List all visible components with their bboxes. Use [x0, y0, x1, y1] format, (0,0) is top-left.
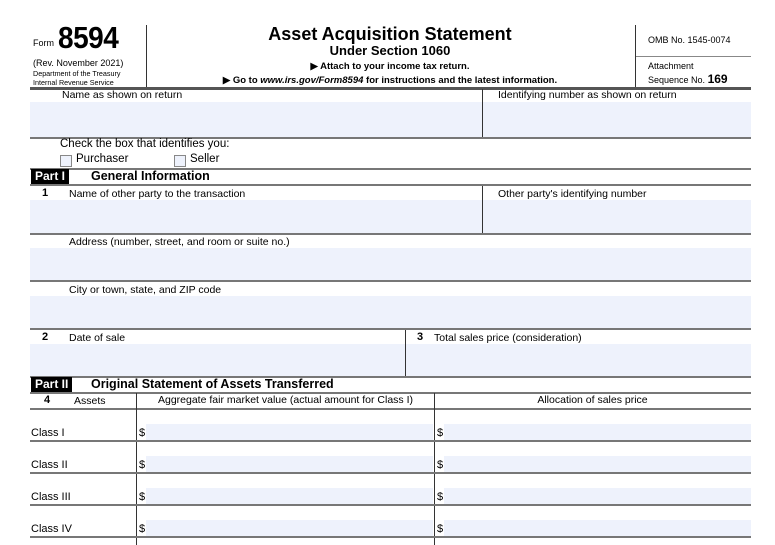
other-party-name-label: Name of other party to the transaction: [69, 188, 246, 200]
form-number: 8594: [58, 21, 119, 55]
asset-class-label: Class III: [31, 491, 71, 503]
assets-col-divider: [136, 393, 137, 545]
row-rule: [30, 536, 751, 538]
sequence-number: 169: [707, 72, 728, 86]
form-title: Asset Acquisition Statement: [268, 24, 512, 44]
sequence-label: Sequence No.: [648, 75, 706, 85]
allocation-input[interactable]: [444, 520, 751, 536]
goto-prefix: ▶ Go to: [222, 75, 261, 86]
omb-divider: [636, 56, 751, 57]
row-rule: [30, 504, 751, 506]
dollar-sign: $: [437, 523, 444, 535]
fmv-input[interactable]: [146, 456, 433, 472]
dollar-sign: $: [437, 459, 444, 471]
name-input[interactable]: [30, 102, 482, 137]
purchaser-checkbox[interactable]: [60, 155, 72, 167]
row-rule: [30, 472, 751, 474]
allocation-input[interactable]: [444, 488, 751, 504]
allocation-input[interactable]: [444, 456, 751, 472]
seller-label: Seller: [190, 153, 220, 165]
rule: [30, 233, 751, 235]
line-1-number: 1: [42, 187, 49, 199]
identify-prompt: Check the box that identifies you:: [60, 138, 230, 150]
form-subtitle: Under Section 1060: [329, 43, 451, 58]
dollar-sign: $: [139, 427, 146, 439]
fmv-input[interactable]: [146, 520, 433, 536]
part1-title: General Information: [91, 169, 210, 183]
city-input[interactable]: [30, 296, 751, 328]
fmv-input[interactable]: [146, 488, 433, 504]
col-fmv: Aggregate fair market value (actual amount for Class I): [157, 394, 414, 406]
part1-badge: Part I: [31, 169, 69, 184]
department: [33, 70, 121, 87]
instructions-note: [150, 75, 630, 86]
date-of-sale-input[interactable]: [30, 344, 405, 376]
dollar-sign: $: [139, 491, 146, 503]
attachment-sequence: [648, 60, 728, 87]
dollar-sign: $: [139, 459, 146, 471]
attach-note: ▶ Attach to your income tax return.: [310, 61, 470, 72]
asset-class-label: Class II: [31, 459, 68, 471]
id-label: Identifying number as shown on return: [498, 89, 677, 101]
department-line-1: Department of the Treasury: [33, 69, 121, 78]
goto-suffix: for instructions and the latest information.: [363, 75, 558, 86]
form-word: Form: [33, 38, 54, 48]
col-allocation: Allocation of sales price: [537, 394, 648, 406]
city-label: City or town, state, and ZIP code: [69, 284, 222, 296]
line-2-number: 2: [42, 331, 49, 343]
id-input[interactable]: [483, 102, 751, 137]
name-label: Name as shown on return: [62, 89, 183, 101]
rule: [30, 328, 751, 330]
other-party-id-input[interactable]: [483, 200, 751, 233]
irs-link[interactable]: www.irs.gov/Form8594: [260, 75, 364, 86]
part2-badge: Part II: [31, 377, 72, 392]
attachment-label: Attachment: [648, 61, 694, 71]
col-assets: Assets: [74, 395, 106, 407]
header-divider-left: [146, 25, 147, 87]
department-line-2: Internal Revenue Service: [33, 77, 114, 87]
line-3-number: 3: [417, 331, 424, 343]
row-rule: [30, 440, 751, 442]
dollar-sign: $: [437, 491, 444, 503]
rule: [30, 184, 751, 186]
allocation-input[interactable]: [444, 424, 751, 440]
line-4-number: 4: [44, 394, 51, 406]
asset-class-label: Class IV: [31, 523, 72, 535]
purchaser-label: Purchaser: [76, 153, 129, 165]
omb-number: OMB No. 1545-0074: [648, 35, 731, 45]
rule: [30, 280, 751, 282]
fmv-input[interactable]: [146, 424, 433, 440]
form-revision: (Rev. November 2021): [33, 58, 124, 68]
date-of-sale-label: Date of sale: [69, 332, 126, 344]
part2-title: Original Statement of Assets Transferred: [91, 377, 334, 391]
other-party-name-input[interactable]: [30, 200, 482, 233]
address-label: Address (number, street, and room or suite no.): [69, 236, 290, 248]
rule: [30, 408, 751, 410]
dollar-sign: $: [139, 523, 146, 535]
other-party-id-label: Other party's identifying number: [498, 188, 647, 200]
asset-class-label: Class I: [31, 427, 65, 439]
total-price-label: Total sales price (consideration): [434, 332, 582, 344]
dollar-sign: $: [437, 427, 444, 439]
seller-checkbox[interactable]: [174, 155, 186, 167]
address-input[interactable]: [30, 248, 751, 280]
fmv-col-divider: [434, 393, 435, 545]
total-price-input[interactable]: [406, 344, 751, 376]
